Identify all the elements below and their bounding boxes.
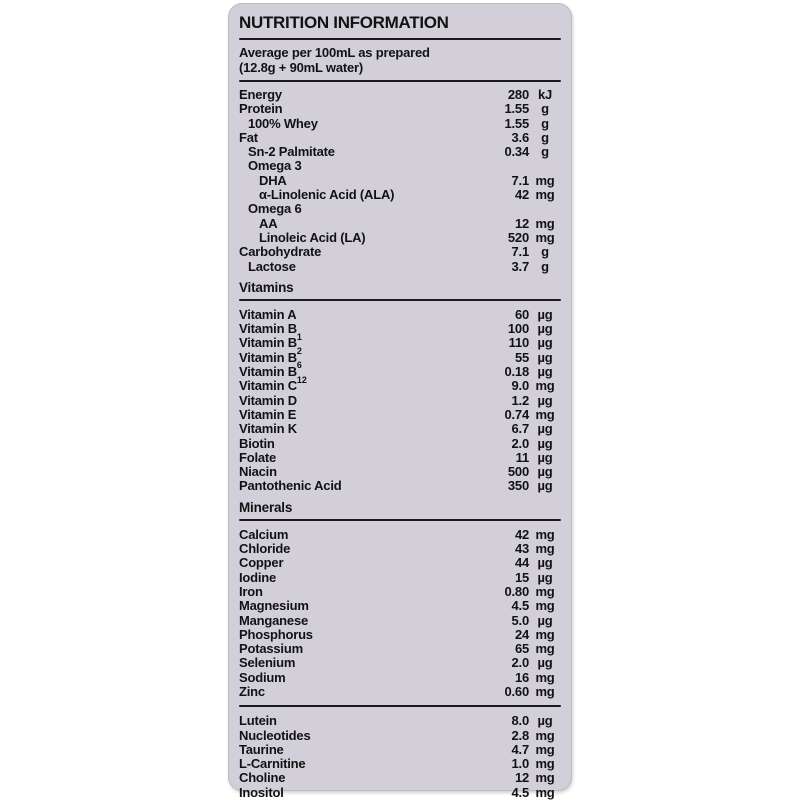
nutrient-unit: mg [535,784,555,800]
nutrient-label: Vitamin D [239,392,297,408]
nutrient-row [239,259,561,273]
section-header-rule [239,299,561,301]
nutrient-label: Carbohydrate [239,244,322,260]
panel-title: NUTRITION INFORMATION [239,13,449,32]
nutrient-unit: mg [535,741,555,757]
nutrient-label: Fat [239,129,258,145]
nutrient-unit: µg [537,335,553,351]
nutrient-unit: µg [537,612,553,628]
nutrient-label: Omega 6 [248,201,302,217]
nutrient-value: 42 [514,526,529,542]
nutrient-row [239,785,561,799]
nutrient-unit: µg [537,478,553,494]
nutrient-row [239,349,561,371]
nutrient-value: 1.2 [511,392,529,408]
nutrient-value: 11 [515,449,529,465]
serving-statement [239,40,561,80]
nutrient-value: 0.60 [504,683,529,699]
nutrient-unit: mg [535,626,555,642]
nutrient-label: Folate [239,449,277,465]
nutrient-unit: µg [537,464,553,480]
nutrient-value: 2.0 [511,655,529,671]
nutrient-value: 500 [507,464,529,480]
nutrient-label: L-Carnitine [239,756,306,772]
nutrient-unit: mg [535,172,555,188]
nutrient-label: Inositol [239,784,284,800]
nutrient-label: Chloride [239,541,291,557]
nutrient-value: 4.7 [511,741,529,757]
nutrient-unit: µg [537,655,553,671]
nutrient-value: 16 [514,669,529,685]
nutrient-unit: mg [535,770,555,786]
section-macronutrients [239,87,561,273]
nutrient-label: Sodium [239,669,286,685]
subtitle-underline-rule [239,80,561,82]
nutrient-label: Linoleic Acid (LA) [259,229,366,245]
nutrient-row [239,321,561,342]
nutrient-label: Potassium [239,641,303,657]
nutrient-label: Calcium [239,526,289,542]
nutrient-label: DHA [259,172,287,188]
nutrient-unit: mg [535,541,555,557]
nutrient-row [239,555,561,569]
nutrient-unit: g [541,115,549,131]
nutrient-value: 1.55 [504,115,529,131]
nutrient-value: 12 [514,215,529,231]
nutrient-row [239,144,561,158]
nutrient-value: 12 [514,770,529,786]
nutrient-unit: g [541,244,549,260]
nutrient-label: Energy [239,87,282,102]
nutrient-row [239,541,561,555]
nutrient-label: Omega 3 [248,158,302,174]
nutrient-unit: µg [537,392,553,408]
nutrient-unit: mg [535,406,555,422]
nutrient-value: 42 [514,187,529,203]
nutrient-value: 8.0 [511,713,529,729]
section-header-rule [239,519,561,521]
nutrient-label: Vitamin C [239,378,297,394]
nutrient-label: Magnesium [239,598,309,614]
nutrient-unit: mg [535,583,555,599]
nutrient-row [239,627,561,641]
nutrition-information-panel [228,3,572,800]
nutrient-value: 350 [507,478,529,494]
nutrient-unit: g [541,129,549,145]
nutrient-value: 7.1 [511,244,529,260]
nutrient-row [239,393,561,407]
nutrient-label: 100% Whey [248,115,318,131]
section-other-nutrients [239,705,561,799]
nutrient-unit: mg [535,727,555,743]
nutrient-row [239,407,561,421]
nutrient-value: 0.80 [504,583,529,599]
nutrient-row [239,742,561,756]
nutrient-unit: kJ [537,87,553,102]
nutrient-value: 4.5 [511,784,529,800]
section-vitamins [239,280,561,493]
nutrient-row [239,613,561,627]
nutrient-label: Phosphorus [239,626,313,642]
nutrient-unit: g [541,101,549,117]
nutrient-value: 2.8 [511,727,529,743]
section-divider-rule [239,705,561,707]
nutrient-label: Iodine [239,569,277,585]
nutrient-label: Protein [239,101,283,117]
nutrient-row [239,684,561,698]
nutrient-label: Vitamin A [239,306,297,322]
nutrient-row [239,584,561,598]
nutrient-unit: µg [537,569,553,585]
nutrient-label: Manganese [239,612,309,628]
nutrient-unit: mg [535,669,555,685]
nutrient-value: 0.18 [504,364,529,380]
section-header-minerals: Minerals [239,499,293,515]
nutrient-value: 15 [514,569,529,585]
nutrient-label: Lutein [239,713,277,729]
nutrient-value: 43 [514,541,529,557]
serving-statement-line1: Average per 100mL as prepared [239,45,430,60]
nutrient-value: 60 [514,306,529,322]
nutrient-unit: µg [537,321,553,337]
nutrient-unit: mg [535,378,555,394]
nutrient-row [239,378,561,392]
nutrient-row [239,655,561,669]
nutrient-row [239,464,561,478]
nutrient-unit: µg [537,364,553,380]
nutrient-value: 7.1 [511,172,529,188]
nutrient-row [239,670,561,684]
nutrient-label: Pantothenic Acid [239,478,342,494]
nutrient-unit: mg [535,598,555,614]
nutrient-unit: mg [535,683,555,699]
nutrient-row [239,244,561,258]
section-minerals [239,500,561,699]
nutrient-label: Sn-2 Palmitate [248,144,335,160]
nutrient-value: 5.0 [511,612,529,628]
nutrient-row [239,450,561,464]
nutrient-unit: mg [535,756,555,772]
nutrient-label: Nucleotides [239,727,311,743]
nutrient-row [239,364,561,385]
nutrient-value: 65 [514,641,529,657]
nutrient-value: 1.0 [511,756,529,772]
nutrient-label: Biotin [239,435,275,451]
nutrient-unit: µg [537,435,553,451]
section-header-vitamins: Vitamins [239,279,294,295]
nutrient-unit: µg [537,349,553,365]
label-subscript: 1 [296,331,302,342]
label-subscript: 12 [296,374,307,385]
nutrient-label: Vitamin $B_2$ [239,335,302,357]
nutrient-unit: mg [535,215,555,231]
nutrient-unit: mg [535,229,555,245]
nutrient-label: Vitamin K [239,421,297,437]
nutrient-unit: g [541,144,549,160]
nutrient-label: Selenium [239,655,296,671]
nutrient-value: 520 [507,229,529,245]
nutrient-row [239,713,561,727]
nutrient-label: Lactose [248,258,296,274]
nutrient-row [239,187,561,201]
nutrient-label: Vitamin $B_6$ [239,349,302,371]
nutrient-value: 280 [507,87,529,102]
nutrient-value: 110 [508,335,529,351]
nutrient-row [239,756,561,770]
nutrient-label: Copper [239,555,284,571]
nutrient-value: 4.5 [511,598,529,614]
nutrient-value: 2.0 [511,435,529,451]
nutrient-row [239,598,561,612]
nutrient-row [239,478,561,492]
nutrient-row [239,570,561,584]
nutrient-row [239,158,561,172]
nutrient-row [239,101,561,115]
nutrient-value: 0.74 [504,406,529,422]
nutrient-label: Choline [239,770,286,786]
nutrient-unit: µg [537,713,553,729]
nutrient-value: 9.0 [511,378,529,394]
nutrient-unit: µg [537,306,553,322]
serving-statement-line2: (12.8g + 90mL water) [239,60,364,75]
nutrient-value: 24 [514,626,529,642]
nutrient-label: Vitamin $B_{12}$ [239,364,307,385]
label-subscript: 2 [296,346,302,357]
nutrient-unit: mg [535,187,555,203]
nutrient-value: 3.7 [511,258,529,274]
nutrient-row [239,527,561,541]
nutrient-unit: µg [537,555,553,571]
nutrient-value: 6.7 [511,421,529,437]
nutrient-row [239,130,561,144]
nutrient-value: 1.55 [504,101,529,117]
nutrient-row [239,116,561,130]
nutrient-value: 55 [514,349,529,365]
nutrient-row [239,307,561,321]
label-subscript: 6 [296,360,302,371]
nutrient-value: 100 [507,321,529,337]
nutrient-label: Zinc [239,683,265,699]
nutrient-label: α-Linolenic Acid (ALA) [259,187,395,203]
nutrient-unit: mg [535,526,555,542]
nutrient-label: Taurine [239,741,284,757]
nutrient-sections [239,87,561,799]
nutrient-row [239,436,561,450]
nutrient-value: 3.6 [511,129,529,145]
nutrient-unit: µg [537,449,553,465]
nutrient-label: Niacin [239,464,277,480]
nutrient-row [239,421,561,435]
nutrient-value: 44 [514,555,529,571]
nutrient-value: 0.34 [504,144,529,160]
nutrient-unit: mg [535,641,555,657]
nutrient-row [239,216,561,230]
nutrient-row [239,201,561,215]
nutrient-row [239,230,561,244]
nutrient-unit: g [541,258,549,274]
nutrient-label: Vitamin $B_1$ [239,321,302,342]
nutrient-row [239,728,561,742]
nutrient-label: AA [259,215,278,231]
nutrient-row [239,173,561,187]
nutrient-unit: µg [537,421,553,437]
nutrient-row [239,641,561,655]
nutrient-label: Iron [239,583,263,599]
nutrient-label: Vitamin E [239,406,297,422]
nutrient-row [239,770,561,784]
nutrient-row [239,87,561,101]
